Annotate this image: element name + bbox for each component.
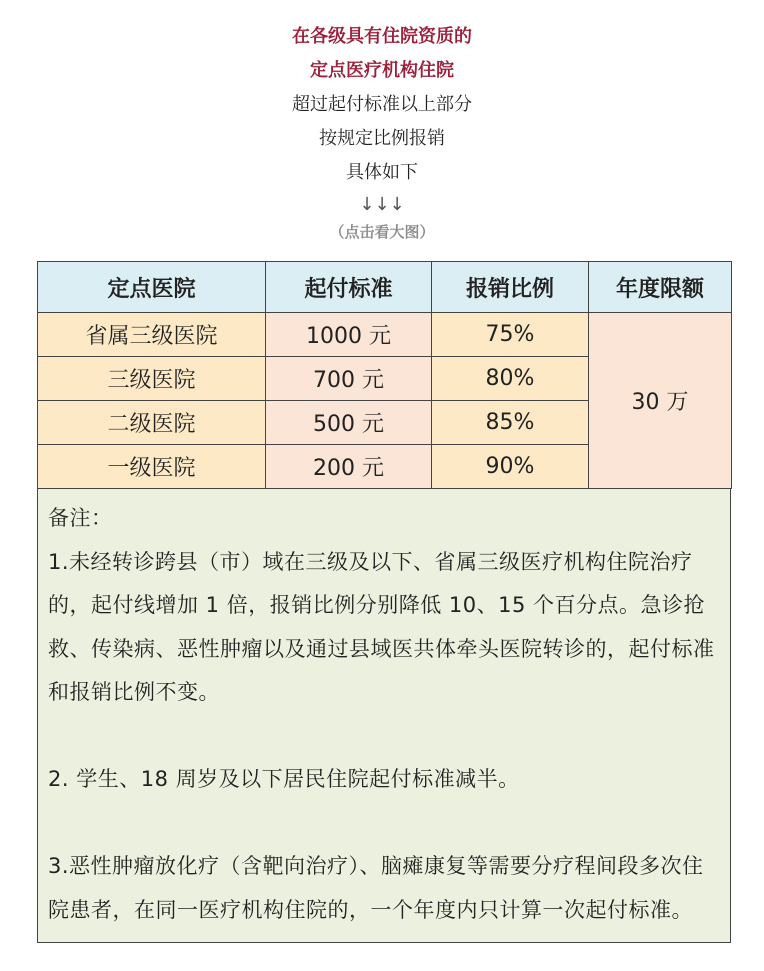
down-arrows-icon: ↓↓↓ xyxy=(359,194,405,215)
notes-box xyxy=(37,489,731,943)
cell-threshold: 200 元 xyxy=(266,445,432,489)
intro-highlight-line-2: 定点医疗机构住院 xyxy=(310,60,454,81)
intro-line-4: 按规定比例报销 xyxy=(319,128,445,149)
header-annual-limit: 年度限额 xyxy=(589,262,732,313)
note-item-3: 3.恶性肿瘤放化疗（含靶向治疗）、脑瘫康复等需要分疗程间段多次住院患者，在同一医疗机构住院的，一个年度内只计算一次起付标准。 xyxy=(48,854,704,922)
intro-line-5: 具体如下 xyxy=(346,162,418,183)
notes-title: 备注： xyxy=(48,506,113,530)
cell-threshold: 700 元 xyxy=(266,357,432,401)
cell-ratio: 80% xyxy=(432,357,589,401)
cell-hospital: 二级医院 xyxy=(38,401,266,445)
intro-highlight-line-1: 在各级具有住院资质的 xyxy=(292,26,472,47)
click-enlarge-hint[interactable]: （点击看大图） xyxy=(329,223,435,241)
intro-line-3: 超过起付标准以上部分 xyxy=(292,94,472,115)
cell-ratio: 85% xyxy=(432,401,589,445)
cell-hospital: 三级医院 xyxy=(38,357,266,401)
cell-annual-limit: 30 万 xyxy=(589,313,732,489)
notes-spacer xyxy=(48,715,720,759)
cell-hospital: 省属三级医院 xyxy=(38,313,266,357)
cell-threshold: 500 元 xyxy=(266,401,432,445)
header-hospital: 定点医院 xyxy=(38,262,266,313)
header-ratio: 报销比例 xyxy=(432,262,589,313)
cell-ratio: 75% xyxy=(432,313,589,357)
notes-spacer xyxy=(48,802,720,846)
header-threshold: 起付标准 xyxy=(266,262,432,313)
cell-hospital: 一级医院 xyxy=(38,445,266,489)
cell-threshold: 1000 元 xyxy=(266,313,432,357)
note-item-1: 1.未经转诊跨县（市）域在三级及以下、省属三级医疗机构住院治疗的，起付线增加 1 倍，报销比例分别降低 10、15 个百分点。急诊抢救、传染病、恶性肿瘤以及通过县域医共体牵头医院转诊的，起付标准和报销比例不变。 xyxy=(48,549,715,704)
intro-text xyxy=(0,0,764,244)
note-item-2: 2. 学生、18 周岁及以下居民住院起付标准减半。 xyxy=(48,767,520,791)
table-row xyxy=(38,313,732,357)
table-header-row xyxy=(38,262,732,313)
reimbursement-sheet[interactable] xyxy=(37,261,731,943)
reimbursement-table xyxy=(37,261,732,489)
cell-ratio: 90% xyxy=(432,445,589,489)
